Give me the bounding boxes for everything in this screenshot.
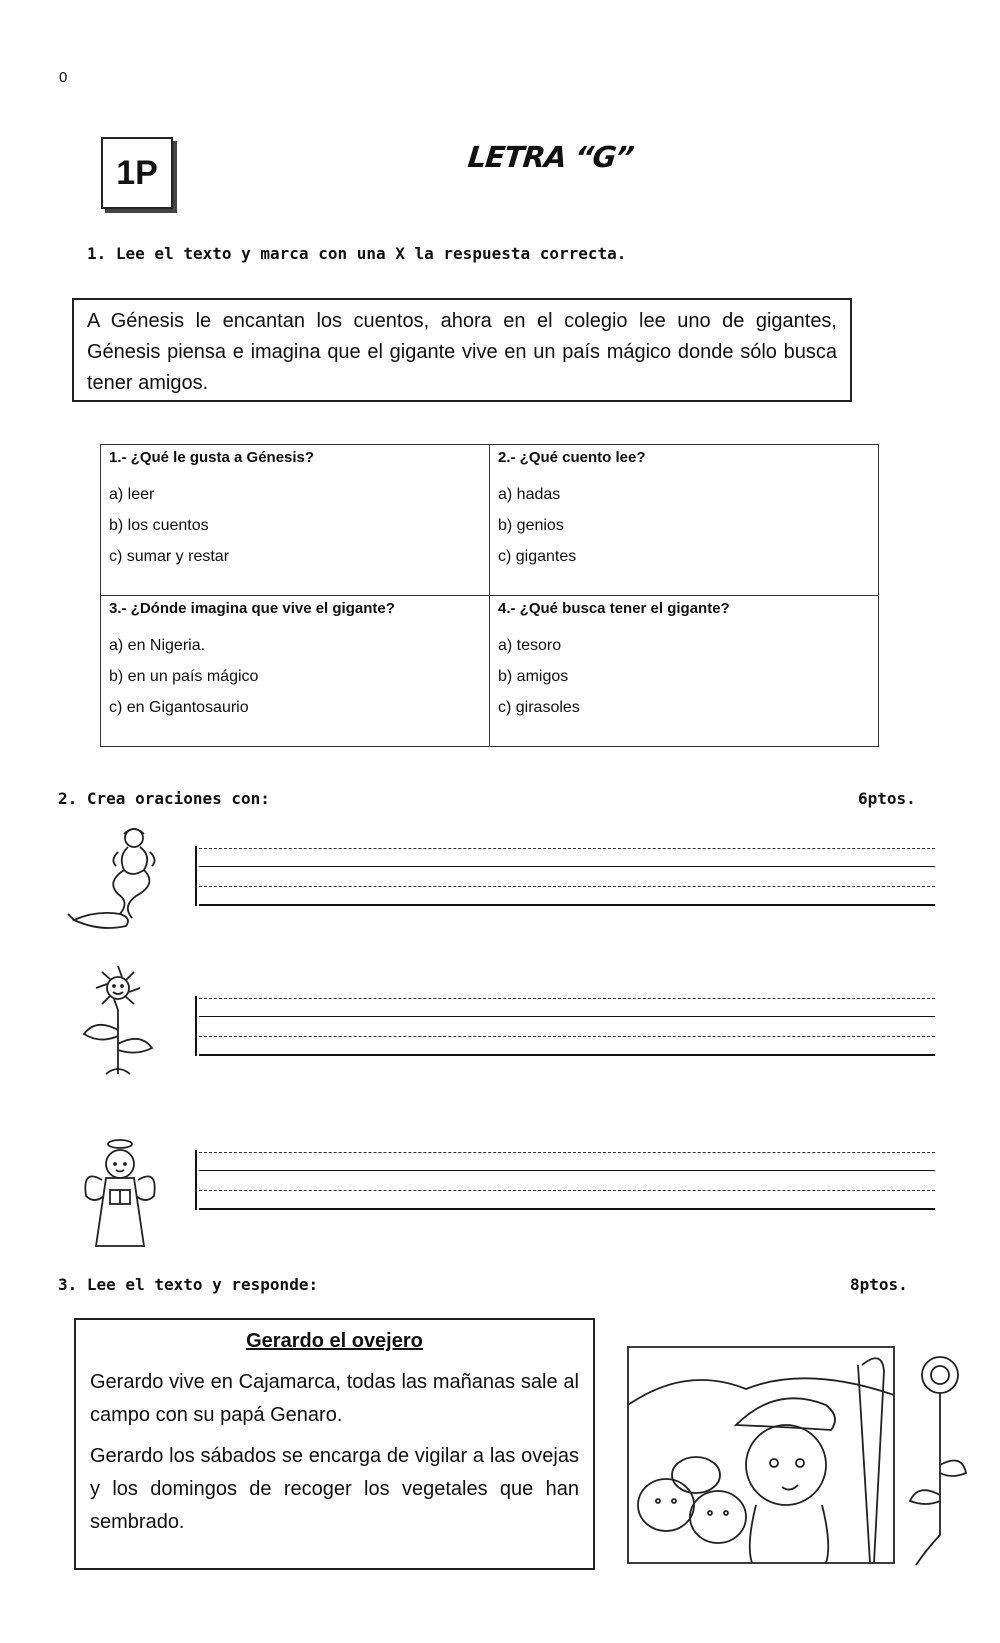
writing-lines-1[interactable] (195, 846, 935, 906)
sunflower-illustration (66, 958, 174, 1068)
level-label: 1P (116, 153, 158, 192)
option-1a[interactable]: a) leer (109, 486, 155, 503)
angel-icon (66, 1138, 174, 1253)
sunflower-icon (66, 958, 174, 1078)
question-4: 4.- ¿Qué busca tener el gigante? (498, 600, 730, 617)
option-4c[interactable]: c) girasoles (498, 699, 580, 716)
option-3a[interactable]: a) en Nigeria. (109, 637, 206, 654)
story-paragraph-2: Gerardo los sábados se encarga de vigilar a las ovejas y los domingos de recoger los vegetales que han sembrado. (90, 1445, 579, 1533)
genie-icon (66, 822, 174, 932)
option-1c[interactable]: c) sumar y restar (109, 548, 230, 565)
page-title: LETRA “G” (466, 140, 635, 174)
shepherd-icon (626, 1345, 971, 1570)
question-2: 2.- ¿Qué cuento lee? (498, 449, 646, 466)
question-cell-4 (490, 596, 879, 747)
genie-illustration (66, 822, 174, 932)
option-2b[interactable]: b) genios (498, 517, 564, 534)
question-cell-2 (490, 445, 879, 596)
story-box (74, 1318, 595, 1570)
option-3c[interactable]: c) en Gigantosaurio (109, 699, 249, 716)
angel-illustration (66, 1138, 174, 1248)
option-1b[interactable]: b) los cuentos (109, 517, 209, 534)
option-2a[interactable]: a) hadas (498, 486, 561, 503)
reading-passage (72, 298, 852, 402)
question-3: 3.- ¿Dónde imagina que vive el gigante? (109, 600, 395, 617)
section1-instruction: 1. Lee el texto y marca con una X la respuesta correcta. (87, 244, 627, 263)
question-cell-3 (101, 596, 490, 747)
option-4b[interactable]: b) amigos (498, 668, 569, 685)
section2-points: 6ptos. (858, 789, 916, 808)
section2-instruction: 2. Crea oraciones con: (58, 789, 270, 808)
story-title: Gerardo el ovejero (246, 1330, 423, 1352)
option-3b[interactable]: b) en un país mágico (109, 668, 259, 685)
writing-lines-2[interactable] (195, 996, 935, 1056)
option-2c[interactable]: c) gigantes (498, 548, 577, 565)
questions-table (100, 444, 879, 747)
writing-lines-3[interactable] (195, 1150, 935, 1210)
option-4a[interactable]: a) tesoro (498, 637, 562, 654)
reading-text: A Génesis le encantan los cuentos, ahora en el colegio lee uno de gigantes, Génesis piensa e imagina que el gigante vive en un país mágico donde sólo busca tener amigos. (87, 310, 837, 394)
story-paragraph-1: Gerardo vive en Cajamarca, todas las mañanas sale al campo con su papá Genaro. (90, 1371, 579, 1426)
page-number: 0 (59, 69, 68, 86)
section3-instruction: 3. Lee el texto y responde: (58, 1275, 319, 1294)
question-cell-1 (101, 445, 490, 596)
shepherd-illustration (626, 1345, 971, 1570)
question-1: 1.- ¿Qué le gusta a Génesis? (109, 449, 315, 466)
level-badge (101, 137, 173, 209)
section3-points: 8ptos. (850, 1275, 908, 1294)
